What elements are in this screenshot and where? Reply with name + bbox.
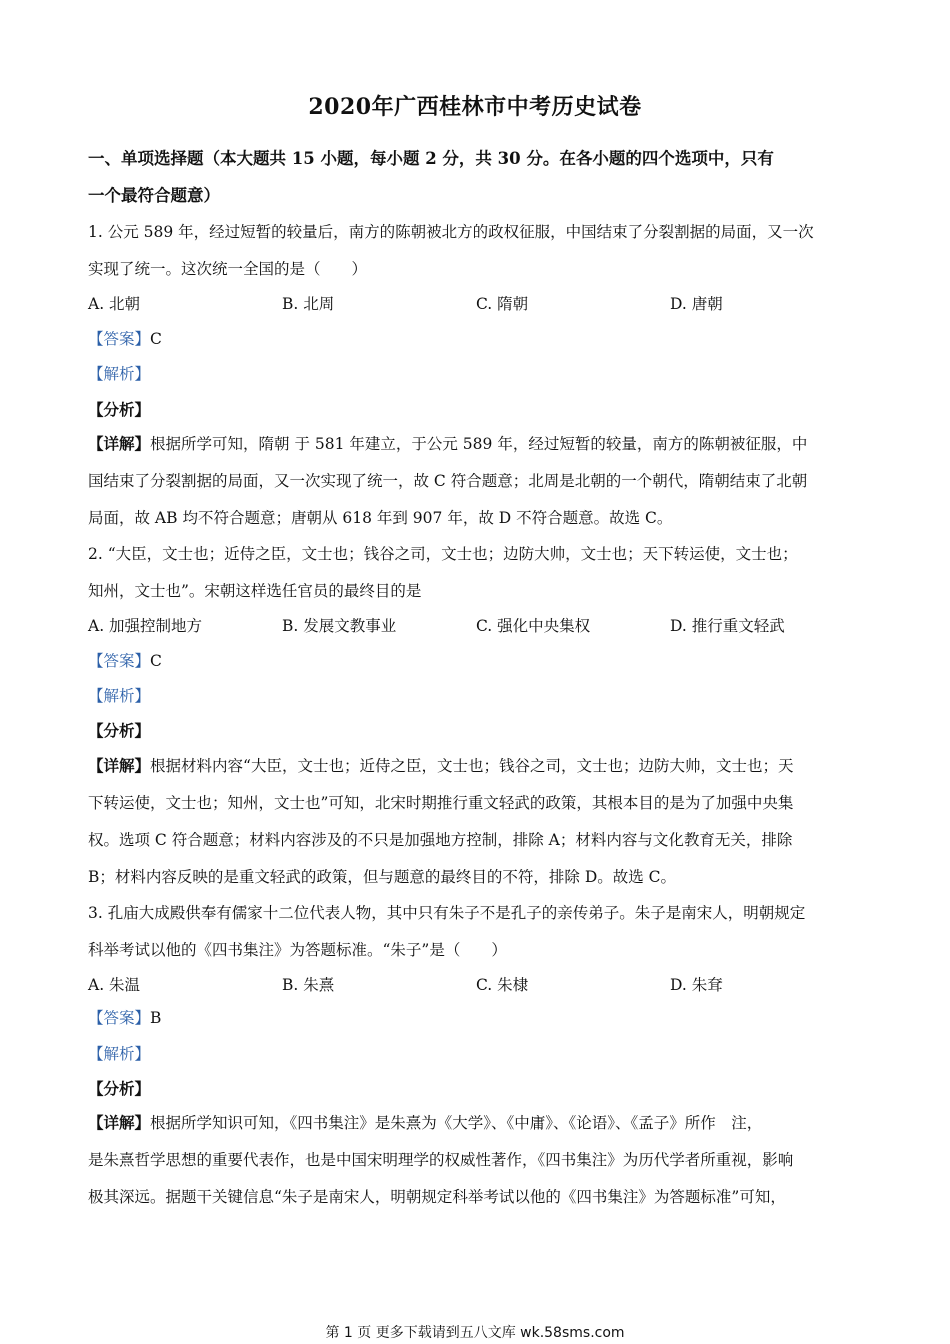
detail-text: 根据所学可知，隋朝 于 581 年建立，于公元 589 年，经过短暂的较量，南方的陈朝被征服，中 — [150, 435, 808, 453]
q1-answer — [88, 327, 162, 349]
detail-label: 【详解】 — [88, 1113, 151, 1132]
answer-label: 【答案】 — [88, 1009, 151, 1027]
answer-label: 【答案】 — [88, 330, 151, 348]
detail-text: 根据材料内容“大臣，文士也；近侍之臣，文士也；钱谷之司，文士也；边防大帅，文士也；天 — [150, 757, 794, 775]
q3-detail-line-2: 是朱熹哲学思想的重要代表作，也是中国宋明理学的权威性著作，《四书集注》为历代学者所重视，影响 — [88, 1151, 794, 1169]
q3-stem-line-1: 3. 孔庙大成殿供奉有儒家十二位代表人物，其中只有朱子不是孔子的亲传弟子。朱子是南宋人，明朝规定 — [88, 904, 806, 922]
q1-stem-line-1: 1. 公元 589 年，经过短暂的较量后，南方的陈朝被北方的政权征服，中国结束了分裂割据的局面，又一次 — [88, 223, 814, 241]
q1-detail-line-3: 局面，故 AB 均不符合题意；唐朝从 618 年到 907 年，故 D 不符合题意。故选 C。 — [88, 509, 673, 527]
q1-detail-line-2: 国结束了分裂割据的局面，又一次实现了统一，故 C 符合题意；北周是北朝的一个朝代，隋朝结束了北朝 — [88, 472, 808, 490]
q3-option-d: D. 朱耷 — [670, 976, 723, 994]
detail-label: 【详解】 — [88, 756, 151, 775]
answer-value: C — [150, 330, 162, 348]
q3-option-c: C. 朱棣 — [476, 976, 529, 994]
q2-option-b: B. 发展文教事业 — [282, 617, 397, 635]
q1-option-d: D. 唐朝 — [670, 295, 723, 313]
page-footer: 第 1 页 更多下载请到五八文库 wk.58sms.com — [325, 1325, 625, 1341]
section-heading-line-2: 一个最符合题意） — [88, 186, 220, 205]
q1-analysis-label: 【解析】 — [88, 365, 151, 383]
q1-option-c: C. 隋朝 — [476, 295, 529, 313]
section-heading-line-1: 一、单项选择题（本大题共 15 小题，每小题 2 分，共 30 分。在各小题的四个选项中，只有 — [88, 149, 774, 168]
q3-fenxi-label: 【分析】 — [88, 1079, 151, 1098]
q2-stem-line-1: 2. “大臣，文士也；近侍之臣，文士也；钱谷之司，文士也；边防大帅，文士也；天下转运使，文士也； — [88, 545, 798, 563]
q2-detail-line-1 — [88, 754, 793, 776]
answer-value: B — [150, 1009, 162, 1027]
q2-answer — [88, 649, 162, 671]
q1-option-b: B. 北周 — [282, 295, 335, 313]
q2-analysis-label: 【解析】 — [88, 687, 151, 705]
q2-detail-line-3: 权。选项 C 符合题意；材料内容涉及的不只是加强地方控制，排除 A；材料内容与文化教育无关，排除 — [88, 831, 793, 849]
q2-option-c: C. 强化中央集权 — [476, 617, 591, 635]
detail-text: 根据所学知识可知，《四书集注》是朱熹为《大学》、《中庸》、《论语》、《孟子》所作 注， — [150, 1114, 763, 1132]
q2-option-d: D. 推行重文轻武 — [670, 617, 785, 635]
q3-stem-line-2: 科举考试以他的《四书集注》为答题标准。“朱子”是（ ） — [88, 941, 507, 959]
q3-answer — [88, 1006, 161, 1028]
q2-detail-line-4: B；材料内容反映的是重文轻武的政策，但与题意的最终目的不符，排除 D。故选 C。 — [88, 868, 677, 886]
q1-option-a: A. 北朝 — [88, 295, 141, 313]
q2-detail-line-2: 下转运使，文士也；知州，文士也”可知，北宋时期推行重文轻武的政策，其根本目的是为了加强中央集 — [88, 794, 794, 812]
answer-label: 【答案】 — [88, 652, 151, 670]
q3-analysis-label: 【解析】 — [88, 1045, 151, 1063]
q3-detail-line-3: 极其深远。据题干关键信息“朱子是南宋人，明朝规定科举考试以他的《四书集注》为答题标准”可知， — [88, 1188, 786, 1206]
detail-label: 【详解】 — [88, 434, 151, 453]
q2-fenxi-label: 【分析】 — [88, 721, 151, 740]
q2-stem-line-2: 知州，文士也”。宋朝这样选任官员的最终目的是 — [88, 582, 422, 600]
page-title: 2020年广西桂林市中考历史试卷 — [308, 94, 642, 120]
q1-detail-line-1 — [88, 432, 807, 454]
q1-fenxi-label: 【分析】 — [88, 400, 151, 419]
q2-option-a: A. 加强控制地方 — [88, 617, 203, 635]
q3-option-b: B. 朱熹 — [282, 976, 335, 994]
answer-value: C — [150, 652, 162, 670]
q3-option-a: A. 朱温 — [88, 976, 141, 994]
q1-stem-line-2: 实现了统一。这次统一全国的是（ ） — [88, 260, 368, 278]
q3-detail-line-1 — [88, 1111, 762, 1133]
